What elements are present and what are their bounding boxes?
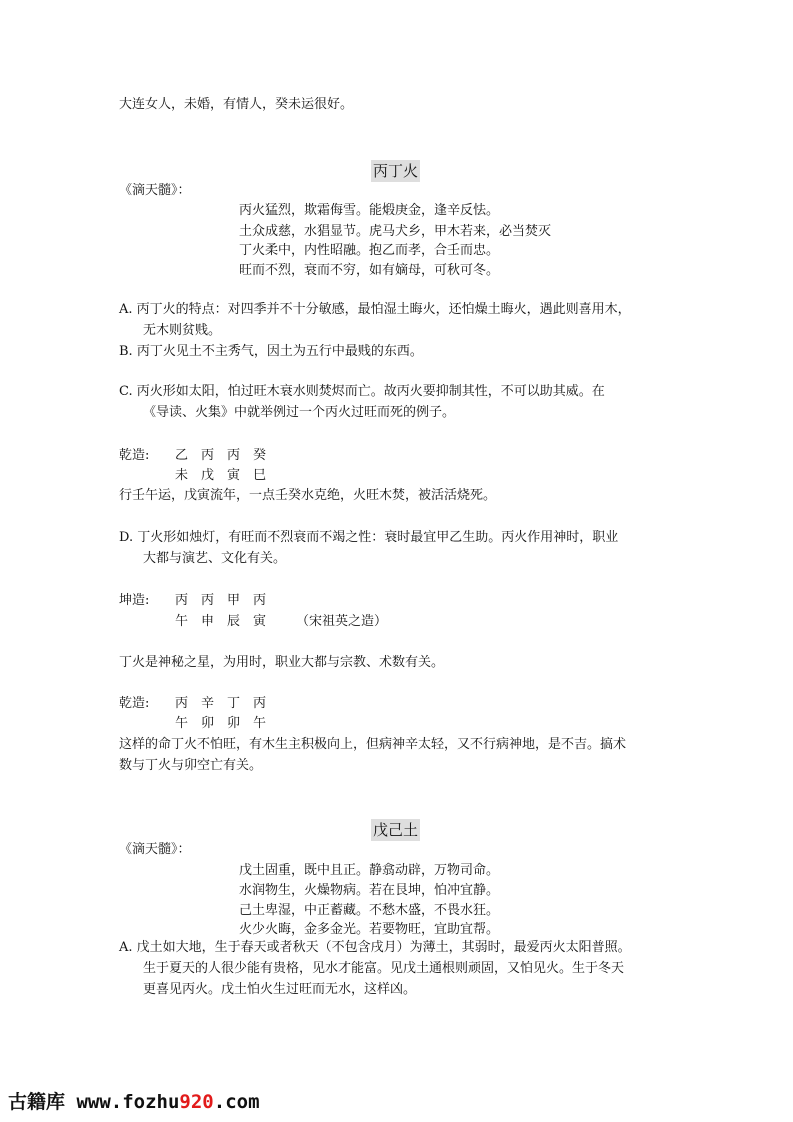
point-d-cont: 大都与演艺、文化有关。	[143, 551, 287, 566]
chart-branches	[175, 467, 279, 485]
chart-label: 坤造:	[119, 593, 150, 608]
verse-line: 丁火柔中，内性昭融。抱乙而孝，合壬而忠。	[239, 243, 500, 258]
branch: 午	[175, 716, 189, 731]
point-b: B. 丙丁火见土不主秀气，因土为五行中最贱的东西。	[119, 344, 423, 359]
stem: 丙	[175, 696, 189, 711]
verse-line: 旺而不烈，衰而不穷，如有嫡母，可秋可冬。	[239, 263, 500, 278]
stem: 丙	[175, 593, 189, 608]
verse-line: 水润物生，火燥物病。若在艮坤，怕冲宜静。	[239, 883, 500, 898]
branch: 辰	[227, 614, 241, 629]
point-c-cont: 《导读、火集》中就举例过一个丙火过旺而死的例子。	[143, 405, 456, 420]
chart-label: 乾造:	[119, 448, 150, 463]
stem: 甲	[227, 593, 241, 608]
chart-owner-note: （宋祖英之造）	[296, 614, 388, 629]
section-heading-earth: 戊己土	[373, 821, 419, 839]
source-label: 《滴天髓》：	[119, 183, 191, 198]
stem: 丙	[253, 593, 267, 608]
chart-note-cont: 数与丁火与卯空亡有关。	[119, 758, 263, 773]
chart-note: 行壬午运，戊寅流年，一点壬癸水克绝，火旺木焚，被活活烧死。	[119, 488, 497, 503]
chart-branches	[175, 613, 279, 631]
stem: 丙	[227, 448, 241, 463]
chart-branches	[175, 715, 279, 733]
verse-line: 火少火晦，金多金光。若要物旺，宜助宜帮。	[239, 922, 500, 937]
verse-line: 土众成慈，水猖显节。虎马犬乡，甲木若来，必当焚灭	[239, 224, 552, 239]
point-a: A. 戊土如大地，生于春天或者秋天（不包含戌月）为薄土，其弱时，最爱丙火太阳普照。	[119, 940, 631, 955]
branch: 卯	[227, 716, 241, 731]
chart-label: 乾造:	[119, 696, 150, 711]
point-a-cont: 生于夏天的人很少能有贵格，见水才能富。见戊土通根则顽固，又怕见火。生于冬天	[143, 961, 625, 976]
branch: 巳	[253, 468, 267, 483]
stem: 乙	[175, 448, 189, 463]
stem: 辛	[201, 696, 215, 711]
branch: 未	[175, 468, 189, 483]
chart-note: 这样的命丁火不怕旺，有木生主积极向上，但病神辛太轻，又不行病神地，是不吉。搞术	[119, 737, 627, 752]
site-watermark	[8, 1090, 260, 1114]
source-label: 《滴天髓》：	[119, 842, 191, 857]
branch: 寅	[253, 614, 267, 629]
verse-line: 己土卑湿，中正蓄藏。不愁木盛，不畏水狂。	[239, 903, 500, 918]
site-url-prefix: www.fozhu	[76, 1091, 180, 1113]
section-heading-fire: 丙丁火	[373, 162, 419, 180]
stem: 丁	[227, 696, 241, 711]
chart-note: 丁火是神秘之星，为用时，职业大都与宗教、术数有关。	[119, 655, 445, 670]
branch: 午	[175, 614, 189, 629]
point-a: A. 丙丁火的特点：对四季并不十分敏感，最怕湿土晦火，还怕燥土晦火，遇此则喜用木，	[119, 302, 631, 317]
branch: 午	[253, 716, 267, 731]
chart-stems	[175, 592, 279, 610]
point-a-cont: 无木则贫贱。	[143, 323, 222, 338]
point-c: C. 丙火形如太阳，怕过旺木衰水则焚烬而亡。故丙火要抑制其性，不可以助其威。在	[119, 384, 605, 399]
chart-stems	[175, 695, 279, 713]
stem: 丙	[201, 593, 215, 608]
point-a-cont: 更喜见丙火。戊土怕火生过旺而无水，这样凶。	[143, 982, 417, 997]
branch: 戊	[201, 468, 215, 483]
site-url-highlight: 920	[179, 1091, 214, 1113]
stem: 丙	[201, 448, 215, 463]
site-name: 古籍库	[8, 1091, 66, 1113]
branch: 申	[201, 614, 215, 629]
point-d: D. 丁火形如烛灯，有旺而不烈衰而不竭之性：衰时最宜甲乙生助。丙火作用神时，职业	[119, 530, 619, 545]
verse-line: 丙火猛烈，欺霜侮雪。能煅庚金，逢辛反怯。	[239, 203, 500, 218]
branch: 卯	[201, 716, 215, 731]
stem: 癸	[253, 448, 267, 463]
stem: 丙	[253, 696, 267, 711]
intro-line: 大连女人，未婚，有情人，癸未运很好。	[119, 97, 354, 112]
branch: 寅	[227, 468, 241, 483]
chart-stems	[175, 447, 279, 465]
site-url-suffix: .com	[213, 1091, 260, 1113]
verse-line: 戊土固重，既中且正。静翕动辟，万物司命。	[239, 863, 500, 878]
